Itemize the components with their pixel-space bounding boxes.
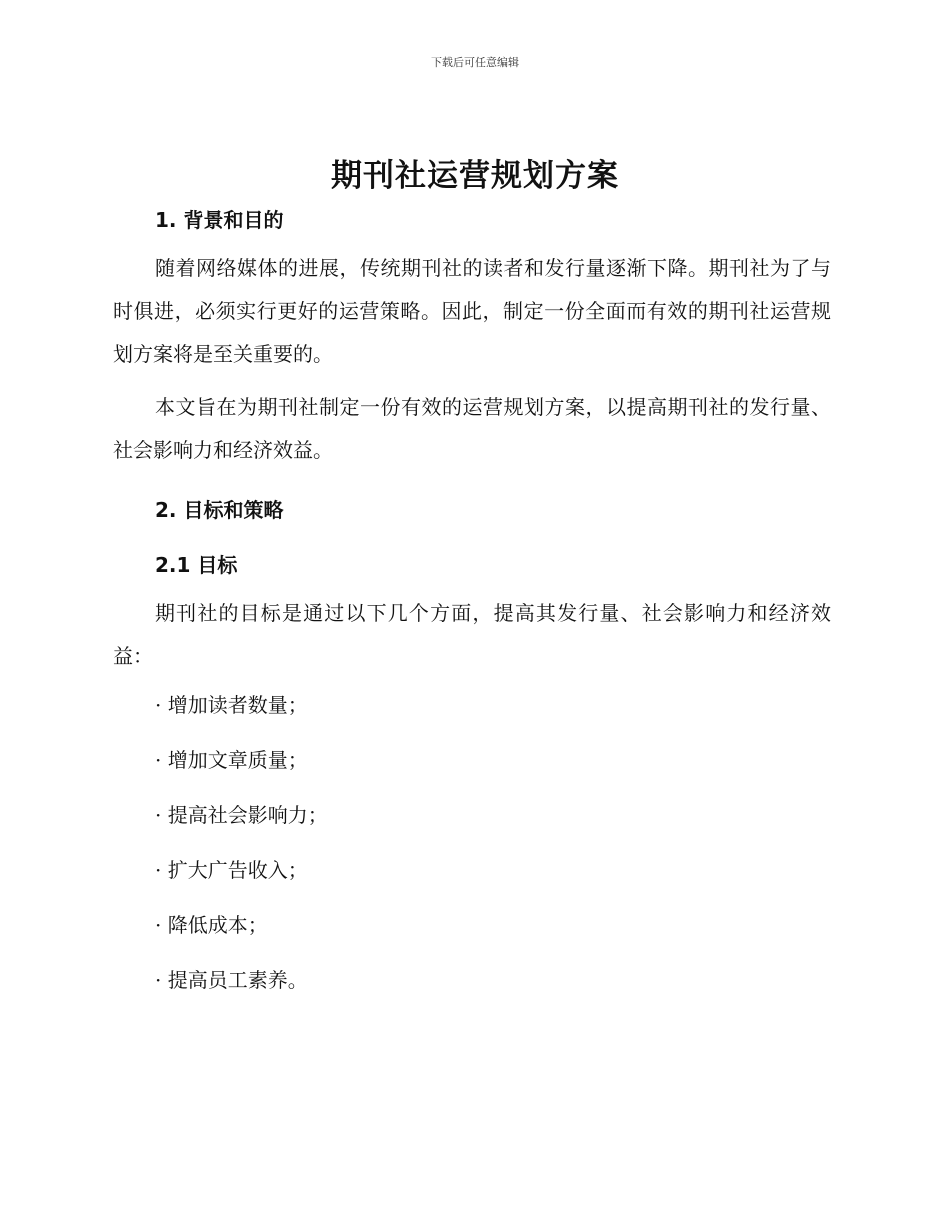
document-body (113, 203, 831, 997)
list-item-goal: · 增加读者数量； (155, 693, 308, 717)
paragraph-purpose: 本文旨在为期刊社制定一份有效的运营规划方案，以提高期刊社的发行量、社会影响力和经济效益。 (113, 395, 831, 462)
section-heading-goals-strategy: 2. 目标和策略 (155, 498, 284, 522)
list-item-goal: · 增加文章质量； (155, 748, 308, 772)
list-item-goal: · 扩大广告收入； (155, 858, 308, 882)
paragraph-goals-intro: 期刊社的目标是通过以下几个方面，提高其发行量、社会影响力和经济效益： (113, 601, 831, 668)
document-title: 期刊社运营规划方案 (331, 158, 619, 194)
header-note: 下载后可任意编辑 (431, 56, 519, 69)
list-item-goal: · 提高社会影响力； (155, 803, 328, 827)
section-heading-background: 1. 背景和目的 (155, 208, 284, 232)
paragraph-background: 随着网络媒体的进展，传统期刊社的读者和发行量逐渐下降。期刊社为了与时俱进，必须实行更好的运营策略。因此，制定一份全面而有效的期刊社运营规划方案将是至关重要的。 (113, 256, 831, 366)
list-item-goal: · 降低成本； (155, 913, 268, 937)
subsection-heading-goals: 2.1 目标 (155, 553, 238, 577)
list-item-goal: · 提高员工素养。 (155, 968, 308, 992)
